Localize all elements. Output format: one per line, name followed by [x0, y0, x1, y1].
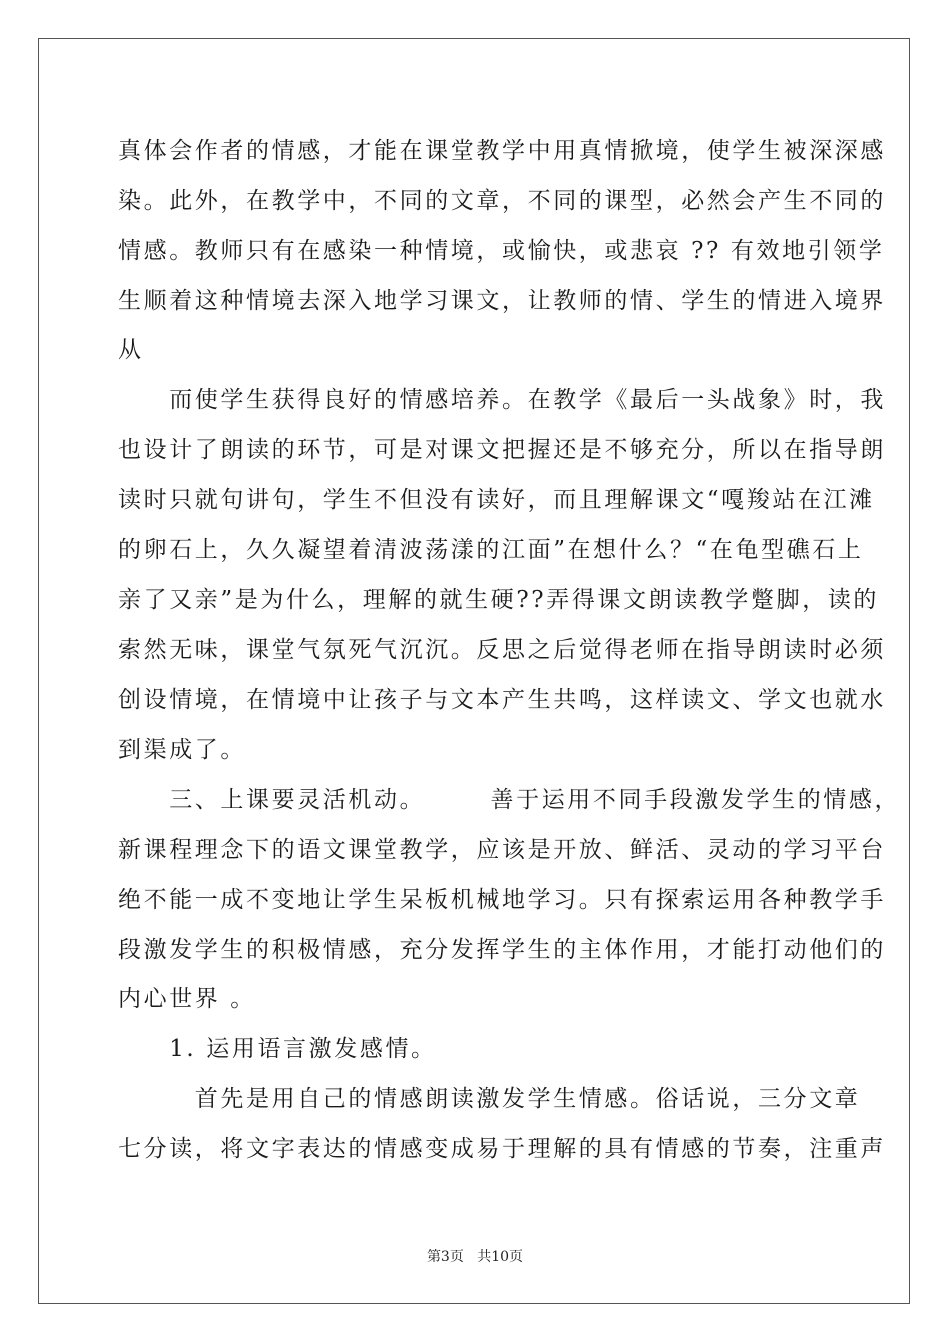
text-line: 生顺着这种情境去深入地学习课文，让教师的情、学生的情进入境界 — [118, 288, 886, 314]
text-line: 而使学生获得良好的情感培养。在教学《最后一头战象》时，我 — [118, 387, 886, 413]
text-line: 新课程理念下的语文课堂教学，应该是开放、鲜活、灵动的学习平台 — [118, 837, 886, 863]
text-line: 真体会作者的情感，才能在课堂教学中用真情掀境，使学生被深深感 — [118, 138, 886, 164]
text-line: 的卵石上，久久凝望着清波荡漾的江面”在想什么？“在龟型礁石上 — [118, 537, 864, 563]
text-line: 段激发学生的积极情感，充分发挥学生的主体作用，才能打动他们的 — [118, 937, 886, 963]
text-line: 三、上课要灵活机动。 善于运用不同手段激发学生的情感， — [118, 787, 901, 813]
text-line: 从 — [118, 337, 144, 363]
text-line: 绝不能一成不变地让学生呆板机械地学习。只有探索运用各种教学手 — [118, 887, 886, 913]
text-line: 索然无味，课堂气氛死气沉沉。反思之后觉得老师在指导朗读时必须 — [118, 637, 886, 663]
text-line: 七分读，将文字表达的情感变成易于理解的具有情感的节奏，注重声 — [118, 1136, 886, 1162]
text-line: 内心世界 。 — [118, 986, 256, 1012]
page-number: 第3页 — [426, 1249, 464, 1265]
text-line: 情感。教师只有在感染一种情境，或愉快，或悲哀 ?? 有效地引领学 — [118, 238, 885, 264]
text-line: 亲了又亲”是为什么，理解的就生硬??弄得课文朗读教学蹩脚，读的 — [118, 587, 880, 613]
text-line: 首先是用自己的情感朗读激发学生情感。俗话说，三分文章 — [118, 1086, 861, 1112]
text-line: 创设情境，在情境中让孩子与文本产生共鸣，这样读文、学文也就水 — [118, 687, 886, 713]
text-line: 读时只就句讲句，学生不但没有读好，而且理解课文“嘎羧站在江滩 — [118, 487, 875, 513]
text-line: 也设计了朗读的环节，可是对课文把握还是不够充分，所以在指导朗 — [118, 437, 886, 463]
text-line: 1. 运用语言激发感情。 — [118, 1036, 437, 1062]
text-line: 染。此外，在教学中，不同的文章，不同的课型，必然会产生不同的 — [118, 188, 886, 214]
page-total: 共10页 — [477, 1249, 524, 1265]
text-line: 到渠成了。 — [118, 737, 246, 763]
page-footer — [0, 1246, 950, 1266]
